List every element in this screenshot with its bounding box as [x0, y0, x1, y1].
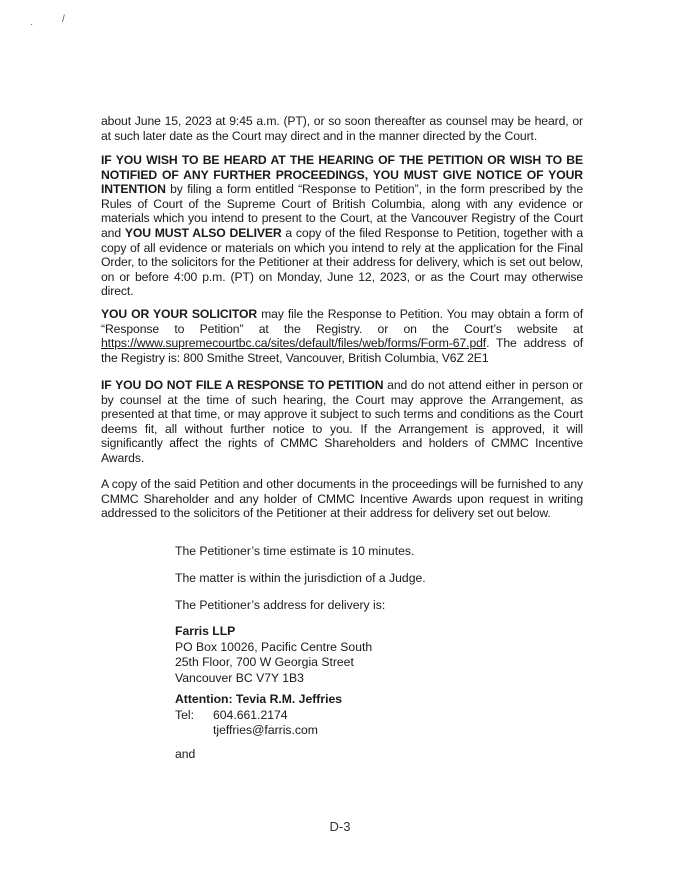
paragraph-notice — [101, 153, 583, 299]
notice-lead: IF YOU WISH TO BE HEARD AT THE HEARING OF THE PETITION OR WISH TO BE NOTIFIED OF ANY FURTHER PROCEEDINGS, YOU MUST GIVE NOTICE OF YOUR INTENTION — [101, 153, 583, 197]
tel-label: Tel: — [175, 707, 194, 722]
no-response-text: and do not attend either in person or by counsel at the time of such hearing, the Court may approve the Arrangement, as presented at that time, or may approve it subject to such terms and conditions as the Court deems fit, all without further notice to you. If the Arrangement is approved, it will significantly affect the rights of CMMC Shareholders and holders of CMMC Incentive Awards. — [101, 378, 583, 465]
and-text: and — [175, 747, 196, 761]
no-response-lead: IF YOU DO NOT FILE A RESPONSE TO PETITION — [101, 378, 384, 392]
paragraph-copy: A copy of the said Petition and other documents in the proceedings will be furnished to any CMMC Shareholder and any holder of CMMC Incentive Awards upon request in writing addressed to the solicitors of the Petitioner at their address for delivery set out below. — [101, 477, 583, 521]
paragraph-hearing-date: about June 15, 2023 at 9:45 a.m. (PT), or so soon thereafter as counsel may be heard, or at such later date as the Court may direct and in the manner directed by the Court. — [101, 114, 583, 143]
paragraph-solicitor — [101, 307, 583, 365]
notice-bold-2: YOU MUST ALSO DELIVER — [124, 225, 282, 240]
scan-mark: · — [30, 19, 34, 30]
solicitor-text-2: . The address of the Registry is: 800 Smithe Street, Vancouver, British Columbia, V6Z 2E1 — [101, 336, 583, 365]
solicitor-lead: YOU OR YOUR SOLICITOR — [101, 307, 258, 321]
address-block — [175, 624, 555, 686]
address-line: 25th Floor, 700 W Georgia Street — [175, 655, 354, 670]
solicitor-text-1: may file the Response to Petition. You may obtain a form of “Response to Petition” at the Registry. or on the Court’s website at — [101, 307, 584, 336]
form-67-link[interactable]: https://www.supremecourtbc.ca/sites/default/files/web/forms/Form-67.pdf — [101, 336, 487, 351]
scan-mark: / — [62, 14, 65, 25]
contact-block — [175, 692, 555, 739]
attention-line: Attention: Tevia R.M. Jeffries — [175, 692, 343, 706]
firm-name: Farris LLP — [175, 624, 236, 638]
notice-text-2: a copy of the filed Response to Petition, together with a copy of all evidence or materials on which you intend to rely at the application for the Final Order, to the solicitors for the Petitioner at their address for delivery, which is set out below, on or before 4:00 p.m. (PT) on Monday, June 12, 2023, or as the Court may otherwise direct. — [101, 225, 584, 299]
tel-row — [175, 708, 555, 724]
time-estimate: The Petitioner’s time estimate is 10 minutes. — [175, 544, 415, 558]
address-intro: The Petitioner’s address for delivery is: — [175, 598, 386, 612]
email-address: tjeffries@farris.com — [213, 723, 318, 738]
notice-text-1: by filing a form entitled “Response to Petition”, in the form prescribed by the Rules of Court of the Supreme Court of British Columbia, along with any evidence or materials which you intend to present to the Court, at the Vancouver Registry of the Court and — [101, 182, 583, 240]
address-line: Vancouver BC V7Y 1B3 — [175, 670, 304, 685]
page-number: D-3 — [329, 819, 351, 834]
tel-number: 604.661.2174 — [213, 707, 288, 722]
jurisdiction: The matter is within the jurisdiction of a Judge. — [175, 571, 426, 585]
address-line: PO Box 10026, Pacific Centre South — [175, 639, 373, 654]
paragraph-no-response — [101, 378, 583, 466]
